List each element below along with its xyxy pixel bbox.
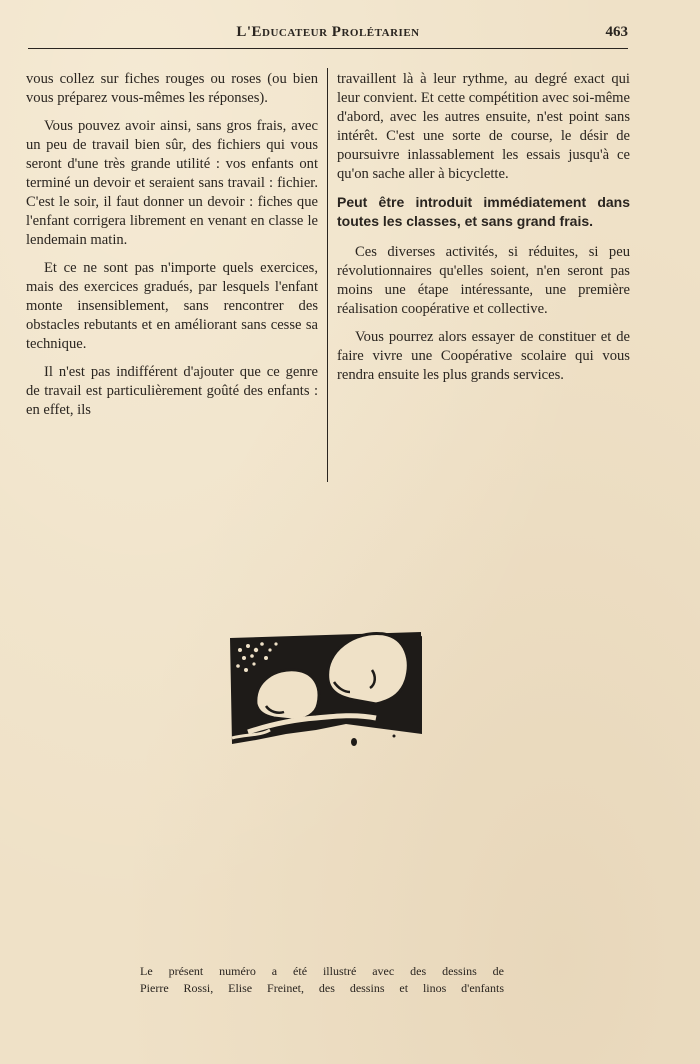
paragraph: travaillent là à leur rythme, au degré exact qui leur convient. Et cette compétition avec soi-même d'abord, avec les autres ensuite, n'est point sans intérêt. C'est une sorte de course, le désir de poursuivre inlassablement les essais jusqu'à ce qu'on sache aller à bicyclette. [337,71,630,182]
paragraph: Il n'est pas indifférent d'ajouter que ce genre de travail est particulièrement goûté des enfants : en effet, ils [26,364,318,418]
credit-line-2: Pierre Rossi, Elise Freinet, des dessins et linos d'enfants [140,981,504,995]
paragraph: Ces diverses activités, si réduites, si peu révolutionnaires qu'elles soient, n'en seront pas moins une étape intéressante, une première réalisation coopérative et collective. [337,244,630,317]
journal-title: L'Educateur Prolétarien [236,24,420,40]
paragraph: Et ce ne sont pas n'importe quels exercices, mais des exercices gradués, par lesquels l'enfant monte insensiblement, sans rencontrer des obstacles rebutants et en améliorant sans cesse sa technique. [26,260,318,352]
left-column [26,70,318,429]
page-number: 463 [605,24,628,40]
paragraph: Vous pouvez avoir ainsi, sans gros frais, avec un peu de travail bien sûr, des fichiers qui vous seront d'une très grande utilité : vos enfants ont terminé un devoir et seraient sans travail : fichier. C'est le soir, il faut donner un devoir : fiches que l'enfant corrigera librement en venant en classe le lendemain matin. [26,118,318,248]
right-column [337,70,630,394]
paragraph: vous collez sur fiches rouges ou roses (ou bien vous préparez vous-mêmes les réponses). [26,71,318,106]
column-divider [327,68,328,482]
illustration-credit [140,963,504,997]
credit-line-1: Le présent numéro a été illustré avec des dessins de [140,964,504,978]
running-header [28,22,628,49]
paragraph: Vous pourrez alors essayer de constituer et de faire vivre une Coopérative scolaire qui vous rendra ensuite les plus grands services. [337,329,630,383]
section-subheading: Peut être introduit immédiatement dans toutes les classes, et sans grand frais. [337,194,630,229]
linocut-two-children-heads-icon [226,630,424,748]
